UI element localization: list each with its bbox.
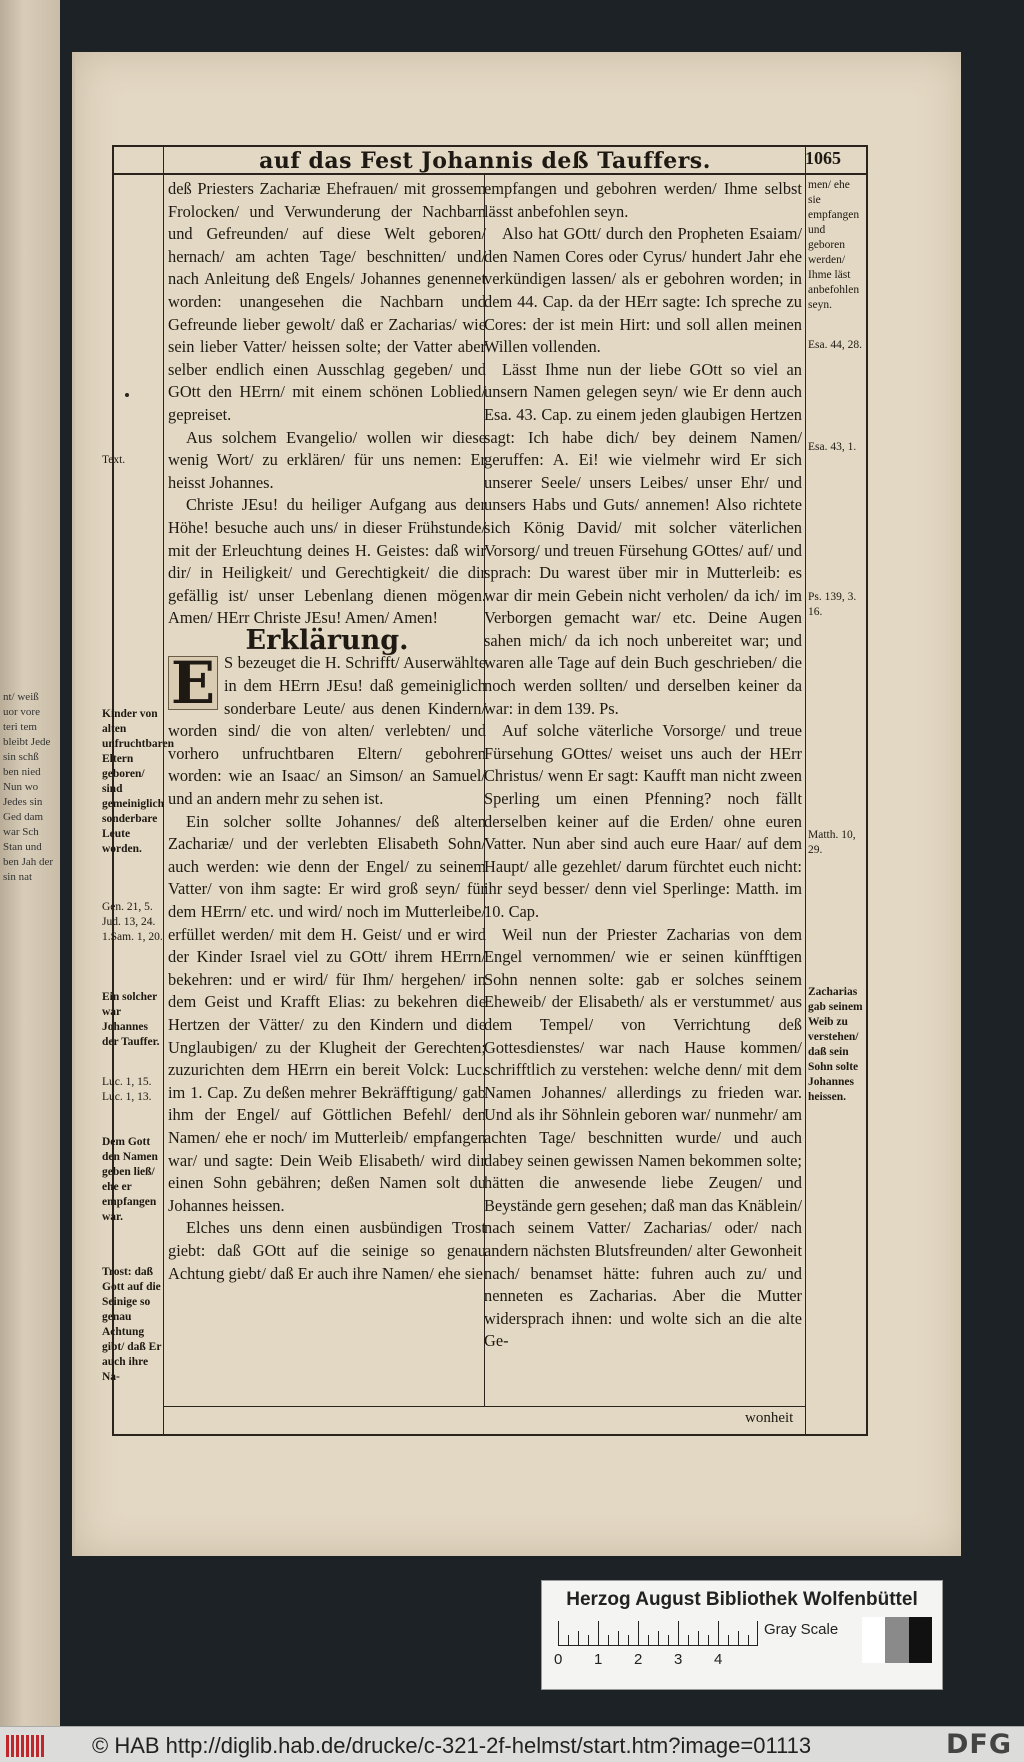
ruler-tick [628,1635,629,1645]
gray-scale-swatches [862,1617,932,1663]
ruler-number: 2 [634,1651,643,1668]
opening-paragraph [168,649,486,810]
ruler-number: 4 [714,1651,723,1668]
running-head: auf das Fest Johannis deß Tauffers. [259,148,711,174]
margin-note-left: Kinder von alten unfruchtbaren Eltern geboren/ sind gemeiniglich sonderbare Leute worden. [102,708,174,855]
ruler-tick [608,1635,609,1645]
footer-bar [0,1726,1024,1762]
catchword: wonheit [745,1410,794,1426]
ruler-tick [618,1631,619,1645]
left-text-column [168,178,486,1285]
ruler-tick [748,1635,749,1645]
margin-note-left: Dem Gott den Namen geben ließ/ ehe er empfangen war. [102,1136,158,1223]
ruler-tick [558,1621,559,1645]
opening-text: S bezeuget die H. Schrifft/ Auserwählte in dem HErrn JEsu! daß gemeiniglich sonderbare Leute/ aus denen Kindern/ worden sind/ die von alten/ verlebten/ und vorhero unfruchtbaren Eltern/ gebohren worden: wie an Isaac/ an Simson/ an Samuel/ und an andern mehr zu sehen ist. [168,653,486,809]
paragraph: Ein solcher sollte Johannes/ deß alten Zachariæ/ und der verlebten Elisabeth Sohn/ auch werden: wie denn der Engel/ zu seinem Vatter/ von ihm sagte: Er wird groß seyn/ für dem HErrn/ etc. und wird/ noch im Mutterleibe/ erfüllet werden/ mit dem H. Geist/ und er wird der Kinder Israel viel zu GOtt/ ihrem HErrn/ bekehren: und er wird/ für Ihm/ hergehen/ in dem Geist und Krafft Elias: zu bekehren die Hertzen der Vätter/ zu den Kindern und die Unglaubigen/ zu der Klugheit der Gerechten; zuzurichten dem HErrn ein bereit Volck: Luc. im 1. Cap. Zu deßen mehrer Bekräfftigung/ gab ihm der Engel/ auf Göttlichen Befehl/ den Namen/ ehe er noch/ im Mutterleib/ empfangen war/ und sagte: Dein Weib Elisabeth/ wird dir einen Sohn gebähren; deßen Namen solt du Johannes heissen. [168,811,486,1215]
paragraph: Lässt Ihme nun der liebe GOtt so viel an unsern Namen gelegen seyn/ wie Er denn auch Esa. 43. Cap. zu einem jeden glaubigen Hertzen sagt: Ich habe dich/ bey deinem Namen/ geruffen: A. Ei! wie vielmehr wird Er sich unserer Seele/ unsers Leibes/ unser Ehr/ und unsers Habs und Guts/ annemen! Also richtete sich König David/ mit solcher väterlichen Vorsorg/ und treuen Fürsehung GOttes/ auf/ und sprach: Du warest über mir in Mutterleib: es war dir mein Gebein nicht verholen/ da ich/ im Verborgen gemacht war/ etc. Deine Augen sahen mich/ da ich noch unbereitet war; und waren alle Tage auf dein Buch geschrieben/ die noch werden sollten/ und derselben keiner da war: in dem 139. Ps. [484,359,802,718]
ruler-tick [568,1635,569,1645]
ruler-number: 3 [674,1651,683,1668]
paragraph: deß Priesters Zachariæ Ehefrauen/ mit grossem Frolocken/ und Verwunderung der Nachbarn und Gefreunden/ auf diese Welt geboren/ hernach/ am achten Tage/ beschnitten/ und/ nach Anleitung deß Engels/ Johannes genennet worden: unangesehen die Nachbarn und Gefreunde lieber gewolt/ daß er Zacharias/ wie sein lieber Vatter/ heissen solte; der Vatter aber selber endlich einen Ausschlag gegeben/ und GOtt den HErrn/ mit einem schönen Loblied/ gepreiset. [168,179,486,424]
ruler-tick [688,1635,689,1645]
paragraph: Christe JEsu! du heiliger Aufgang aus der Höhe! besuche auch uns/ in dieser Frühstunde/ mit der Erleuchtung deines H. Geistes: daß wir dir/ in Heiligkeit/ und Gerechtigkeit/ die dir gefällig ist/ unser Lebenlang dienen mögen. Amen/ HErr Christe JEsu! Amen/ Amen! [168,495,486,628]
gray-swatch [909,1617,932,1663]
ruler-tick [718,1621,719,1645]
right-margin-rule [805,145,806,1436]
ruler-tick [588,1635,589,1645]
color-scale-card [541,1580,943,1690]
ruler-numbers [554,1651,778,1671]
ruler-tick [698,1631,699,1645]
margin-dot [125,393,129,397]
ruler-tick [638,1621,639,1645]
margin-note-right: Ps. 139, 3. 16. [808,591,857,618]
margin-note-right: Esa. 44, 28. [808,339,862,351]
left-page-fragment: nt/ weiß uor vore teri tem bleibt Jede sin schß ben nied Nun wo Jedes sin Ged dam war Sch Stan und ben Jah der sin nat [3,691,54,883]
ruler-tick [648,1635,649,1645]
ruler-tick [578,1631,579,1645]
page-number: 1065 [805,148,841,168]
measurement-ruler [558,1621,758,1646]
footer-rule [163,1406,805,1407]
right-text-column [484,178,802,1353]
paragraph: empfangen und gebohren werden/ Ihme selbst lässt anbefohlen seyn. [484,179,802,221]
paragraph: Auf solche väterliche Vorsorge/ und treue Fürsehung GOttes/ weiset uns auch der HErr Christus/ wenn Er sagt: Kaufft man nicht zween Sperling um einen Pfenning? noch fällt derselben keiner auf die Erden/ ohne euren Vatter. Nun aber sind auch eure Haar/ auf dem Haupt/ alle gezehlet/ darum fürchtet euch nicht: ihr seyd besser/ denn viel Sperlinge: Matth. im 10. Cap. [484,721,802,921]
ruler-number: 0 [554,1651,563,1668]
ruler-tick [658,1631,659,1645]
margin-note-left: Gen. 21, 5. Jud. 13, 24. 1.Sam. 1, 20. [102,901,163,943]
margin-note-right: Zacharias gab seinem Weib zu verstehen/ daß sein Sohn solte Johannes heissen. [808,986,863,1103]
margin-note-left: Ein solcher war Johannes der Tauffer. [102,991,160,1048]
margin-note-right: Esa. 43, 1. [808,441,857,453]
margin-note-left: Text. [102,454,126,466]
paragraph: Elches uns denn einen ausbündigen Trost giebt: daß GOtt auf die seinige so genau Achtung giebt/ daß Er auch ihre Namen/ ehe sie [168,1218,486,1283]
ruler-tick [598,1621,599,1645]
hab-logo-icon [6,1735,46,1757]
section-heading: Erklärung. [245,624,409,656]
gray-scale-label: Gray Scale [764,1621,839,1638]
paragraph: Also hat GOtt/ durch den Propheten Esaiam/ den Namen Cores oder Cyrus/ hundert Jahr ehe verkündigen lassen/ als er gebohren worden; in dem 44. Cap. da der HErr sagte: Ich spreche zu Cores: der ist mein Hirt: und soll allen meinen Willen vollenden. [484,224,802,357]
ruler-tick [668,1635,669,1645]
dropcap-initial: E [168,656,218,710]
ruler-tick [738,1631,739,1645]
margin-note-left: Trost: daß Gott auf die Seinige so genau Achtung gibt/ daß Er auch ihre Na- [102,1266,162,1383]
source-link[interactable]: © HAB http://diglib.hab.de/drucke/c-321-2f-helmst/start.htm?image=01113 [92,1733,812,1758]
gray-swatch [862,1617,885,1663]
ruler-tick [757,1621,758,1645]
ruler-number: 1 [594,1651,603,1668]
paragraph: Aus solchem Evangelio/ wollen wir diese wenig Wort/ zu erklären/ für uns nemen: Er heisst Johannes. [168,427,486,492]
margin-note-right: men/ ehe sie empfangen und geboren werden/ Ihme läst anbefohlen seyn. [808,179,860,311]
margin-note-left: Luc. 1, 15. Luc. 1, 13. [102,1076,152,1103]
ruler-tick [728,1635,729,1645]
gray-swatch [885,1617,908,1663]
ruler-tick [708,1635,709,1645]
margin-note-right: Matth. 10, 29. [808,829,856,856]
dfg-logo: DFG [945,1729,1012,1760]
paragraph: Weil nun der Priester Zacharias von dem Engel vernommen/ wie er seinen künfftigen Sohn nennen solte: gab er solches seinem Eheweib/ der Elisabeth/ als er verstummet/ aus dem Tempel/ von Verrichtung deß Gottesdienstes/ war nach Hause kommen/ schrifftlich zu verstehen: welche denn/ mit dem Namen Johannes/ allerdings zu frieden war. Und als ihr Söhnlein geboren war/ nunmehr/ am achten Tage/ beschnitten wurde/ und auch dabey seinen gewissen Namen bekommen solte; hätten die anwesende liebe Zeugen/ und Beyständе gern gesehen; daß man das Knäblein/ nach seinem Vatter/ Zacharias/ oder/ nach andern nächsten Blutsfreunden/ alter Gewonheit nach/ benamset hätte: fuhren auch zu/ und nenneten es Zacharias. Aber die Mutter widersprach ihnen: und wolte sich an die alte Ge- [484,924,802,1351]
library-name: Herzog August Bibliothek Wolfenbüttel [566,1589,918,1610]
ruler-tick [678,1621,679,1645]
